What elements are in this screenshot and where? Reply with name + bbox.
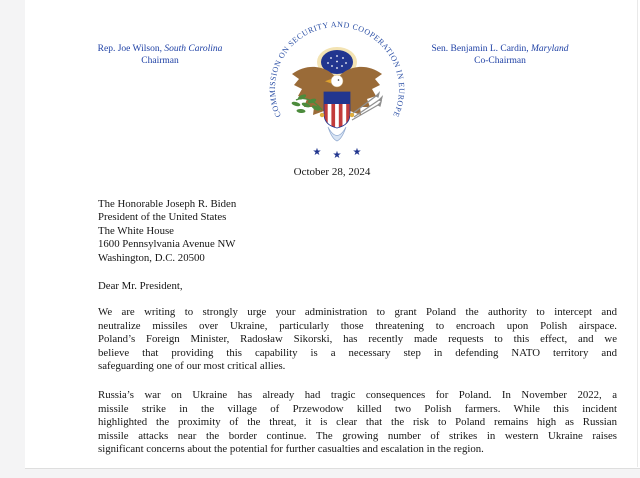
eagle-icon: [291, 47, 382, 141]
recipient-address: [98, 198, 448, 265]
letter-line: Russia’s war on Ukraine has already had tragic consequences for Poland. In November 2022, a: [98, 389, 617, 401]
commission-seal-icon: [266, 18, 408, 160]
commission-seal: [266, 18, 408, 160]
letter-line: safeguarding one of our most critical allies.: [98, 360, 286, 373]
letterhead-chairman: [65, 44, 255, 67]
address-line: President of the United States: [98, 211, 227, 224]
letter-date: October 28, 2024: [293, 166, 371, 178]
cochairman-name: Sen. Benjamin L. Cardin,: [431, 44, 531, 54]
letter-line: highlighted the proximity of the threat, it is clear that the risk to Poland remains high as Russian: [98, 416, 617, 429]
paragraph-1: [98, 306, 617, 374]
page-right-edge: [637, 0, 638, 467]
salutation: Dear Mr. President,: [98, 280, 183, 292]
chairman-title: Chairman: [141, 55, 179, 66]
letter-line: missile attacks near the border continue. The growing number of strikes in western Ukraine raises: [98, 429, 617, 442]
seal-star-right: ★: [352, 147, 362, 158]
letter-line: believe that providing this capability is a necessary step in defending NATO territory and: [98, 346, 617, 359]
letter-line: Poland’s Foreign Minister, Radosław Sikorski, has recently made requests to this effect, and we: [98, 333, 617, 346]
cochairman-title: Co-Chairman: [474, 55, 526, 66]
letter-line: neutralize missiles over Ukraine, particularly those threatening to encroach upon Polish airspace.: [98, 319, 617, 332]
cochairman-name-line: [400, 44, 600, 56]
address-line: The Honorable Joseph R. Biden: [98, 198, 237, 210]
chairman-name: Rep. Joe Wilson,: [97, 44, 165, 54]
paragraph-2: [98, 389, 617, 457]
seal-ring-text: COMMISSION ON SECURITY AND COOPERATION IN EUROPE: [267, 19, 407, 119]
cochairman-state: Maryland: [531, 44, 569, 54]
seal-star-center: ★: [332, 150, 342, 160]
letterhead-cochairman: [400, 44, 600, 67]
letter-line: significant concerns about the potential for further casualties and escalation in the region.: [98, 443, 484, 456]
chairman-state: South Carolina: [164, 44, 223, 54]
address-line: 1600 Pennsylvania Avenue NW: [98, 238, 236, 251]
address-line: The White House: [98, 224, 174, 237]
seal-star-left: ★: [312, 147, 322, 158]
chairman-name-line: [65, 44, 255, 56]
address-line: Washington, D.C. 20500: [98, 251, 205, 264]
letter-line: We are writing to strongly urge your administration to grant Poland the authority to intercept and: [98, 306, 617, 318]
letter-line: missile strike in the village of Przewodow killed two Polish farmers. While this incident: [98, 402, 617, 415]
